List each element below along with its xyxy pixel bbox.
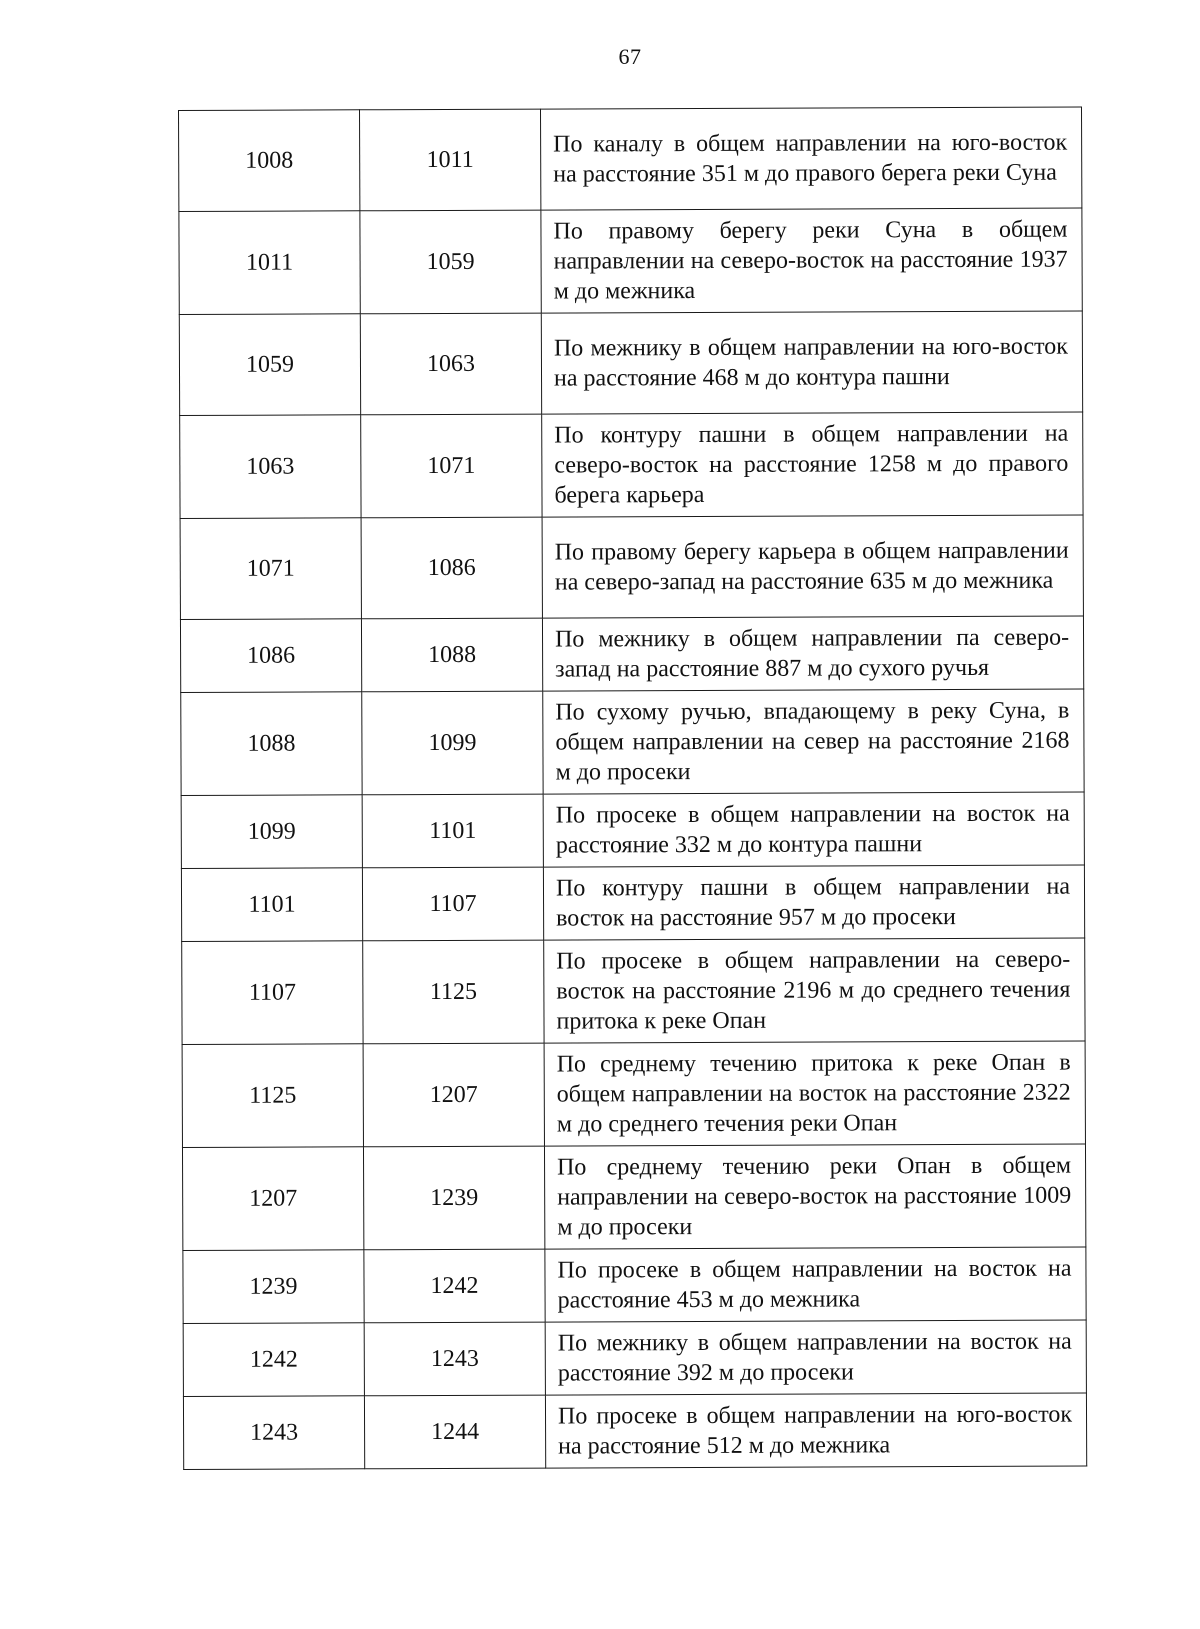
point-from-cell: 1101 xyxy=(181,868,362,942)
table-row xyxy=(182,1041,1085,1147)
table-row xyxy=(179,208,1082,314)
point-to-cell: 1107 xyxy=(362,867,543,941)
table-row xyxy=(182,1144,1085,1250)
boundary-description-cell: По контуру пашни в общем направлении на северо-восток на расстояние 1258 м до правого берега карьера xyxy=(542,412,1083,517)
table-row xyxy=(179,107,1082,211)
point-to-cell: 1207 xyxy=(363,1043,544,1147)
table-body xyxy=(179,107,1087,1469)
boundary-description-table xyxy=(178,107,1087,1470)
table-row xyxy=(181,865,1084,941)
point-to-cell: 1244 xyxy=(364,1395,545,1469)
page-number: 67 xyxy=(618,44,642,69)
boundary-description-cell: По среднему течению реки Опан в общем направлении на северо-восток на расстояние 1009 м до просеки xyxy=(544,1144,1085,1249)
boundary-description-cell: По межнику в общем направлении на восток на расстояние 392 м до просеки xyxy=(545,1320,1086,1395)
point-from-cell: 1011 xyxy=(179,211,360,315)
table-row xyxy=(180,616,1083,692)
point-to-cell: 1242 xyxy=(364,1249,545,1323)
table-row xyxy=(180,412,1083,518)
point-to-cell: 1059 xyxy=(360,210,541,314)
point-from-cell: 1242 xyxy=(183,1323,364,1397)
point-to-cell: 1243 xyxy=(364,1322,545,1396)
boundary-description-cell: По правому берегу реки Суна в общем направлении на северо-восток на расстояние 1937 м до межника xyxy=(541,208,1082,313)
boundary-description-cell: По межнику в общем направлении на юго-восток на расстояние 468 м до контура пашни xyxy=(541,311,1082,414)
point-from-cell: 1125 xyxy=(182,1044,363,1148)
boundary-description-cell: По правому берегу карьера в общем направлении на северо-запад на расстояние 635 м до межника xyxy=(542,515,1083,618)
table-row xyxy=(181,792,1084,868)
point-to-cell: 1125 xyxy=(363,940,544,1044)
point-to-cell: 1099 xyxy=(362,691,543,795)
point-from-cell: 1088 xyxy=(181,692,362,796)
point-from-cell: 1107 xyxy=(182,941,363,1045)
point-to-cell: 1086 xyxy=(361,517,542,619)
point-from-cell: 1239 xyxy=(183,1250,364,1324)
table-row xyxy=(183,1393,1086,1469)
point-from-cell: 1008 xyxy=(179,110,360,212)
boundary-description-cell: По каналу в общем направлении на юго-восток на расстояние 351 м до правого берега реки Суна xyxy=(540,107,1081,210)
point-from-cell: 1086 xyxy=(180,619,361,693)
point-to-cell: 1011 xyxy=(360,109,541,211)
table-row xyxy=(179,311,1082,415)
boundary-description-cell: По межнику в общем направлении па северо-запад на расстояние 887 м до сухого ручья xyxy=(542,616,1083,691)
table-row xyxy=(183,1320,1086,1396)
point-to-cell: 1088 xyxy=(361,618,542,692)
table-row xyxy=(182,938,1085,1044)
point-from-cell: 1207 xyxy=(182,1147,363,1251)
point-from-cell: 1071 xyxy=(180,518,361,620)
boundary-description-cell: По просеке в общем направлении на восток на расстояние 453 м до межника xyxy=(545,1247,1086,1322)
boundary-description-cell: По просеке в общем направлении на восток на расстояние 332 м до контура пашни xyxy=(543,792,1084,867)
boundary-description-cell: По сухому ручью, впадающему в реку Суна, в общем направлении на север на расстояние 2168 м до просеки xyxy=(543,689,1084,794)
point-to-cell: 1063 xyxy=(360,313,541,415)
table-row xyxy=(180,515,1083,619)
boundary-description-cell: По среднему течению притока к реке Опан в общем направлении на восток на расстояние 2322 м до среднего течения реки Опан xyxy=(544,1041,1085,1146)
point-from-cell: 1063 xyxy=(180,415,361,519)
table-row xyxy=(181,689,1084,795)
point-to-cell: 1101 xyxy=(362,794,543,868)
point-from-cell: 1059 xyxy=(179,314,360,416)
point-to-cell: 1239 xyxy=(363,1146,544,1250)
point-from-cell: 1243 xyxy=(183,1396,364,1470)
table-row xyxy=(183,1247,1086,1323)
point-to-cell: 1071 xyxy=(361,414,542,518)
boundary-description-cell: По контуру пашни в общем направлении на восток на расстояние 957 м до просеки xyxy=(543,865,1084,940)
boundary-description-cell: По просеке в общем направлении на юго-восток на расстояние 512 м до межника xyxy=(545,1393,1086,1468)
boundary-description-cell: По просеке в общем направлении на северо-восток на расстояние 2196 м до среднего течения притока к реке Опан xyxy=(544,938,1085,1043)
point-from-cell: 1099 xyxy=(181,795,362,869)
